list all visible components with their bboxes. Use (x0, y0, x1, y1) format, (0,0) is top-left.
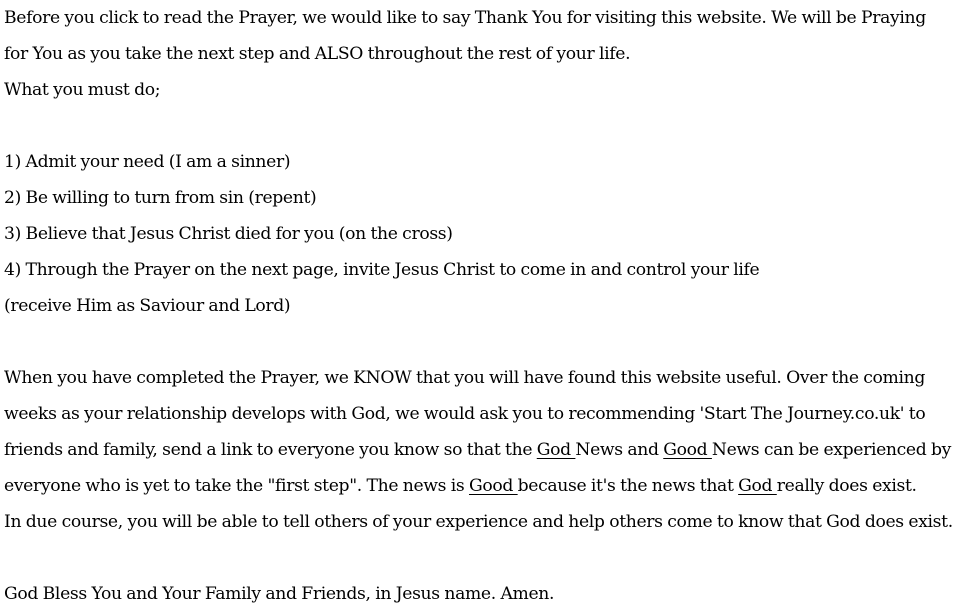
intro-line-3: What you must do; (4, 80, 161, 100)
text-segment: friends and family, send a link to everyone you know so that the (4, 440, 537, 460)
text-segment: everyone who is yet to take the "first step". The news is (4, 476, 469, 496)
intro-line-1: Before you click to read the Prayer, we would like to say Thank You for visiting this website. We will be Praying (4, 8, 926, 28)
underlined-word-god: God (536, 440, 576, 460)
closing-line-1: When you have completed the Prayer, we KNOW that you will have found this website useful. Over the coming (4, 368, 925, 388)
spacer (4, 540, 957, 576)
step-2: 2) Be willing to turn from sin (repent) (4, 188, 317, 208)
closing-line-2: weeks as your relationship develops with God, we would ask you to recommending 'Start The Journey.co.uk' to (4, 404, 926, 424)
step-1: 1) Admit your need (I am a sinner) (4, 152, 291, 172)
closing-line-4 (4, 468, 957, 504)
text-segment: News and (575, 440, 664, 460)
spacer (4, 324, 957, 360)
text-segment: really does exist. (776, 476, 917, 496)
document-body (4, 0, 957, 612)
blessing-line: God Bless You and Your Family and Friends, in Jesus name. Amen. (4, 584, 555, 604)
closing-line-5: In due course, you will be able to tell others of your experience and help others come to know that God does exist. (4, 512, 953, 532)
step-4-continuation: (receive Him as Saviour and Lord) (4, 296, 291, 316)
text-segment: News can be experienced by (711, 440, 952, 460)
intro-line-2: for You as you take the next step and ALSO throughout the rest of your life. (4, 44, 631, 64)
underlined-word-good: Good (663, 440, 712, 460)
step-4: 4) Through the Prayer on the next page, invite Jesus Christ to come in and control your life (4, 260, 760, 280)
closing-line-3 (4, 432, 957, 468)
spacer (4, 108, 957, 144)
step-3: 3) Believe that Jesus Christ died for you (on the cross) (4, 224, 453, 244)
underlined-word-god: God (738, 476, 777, 496)
text-segment: because it's the news that (517, 476, 739, 496)
underlined-word-good: Good (468, 476, 518, 496)
